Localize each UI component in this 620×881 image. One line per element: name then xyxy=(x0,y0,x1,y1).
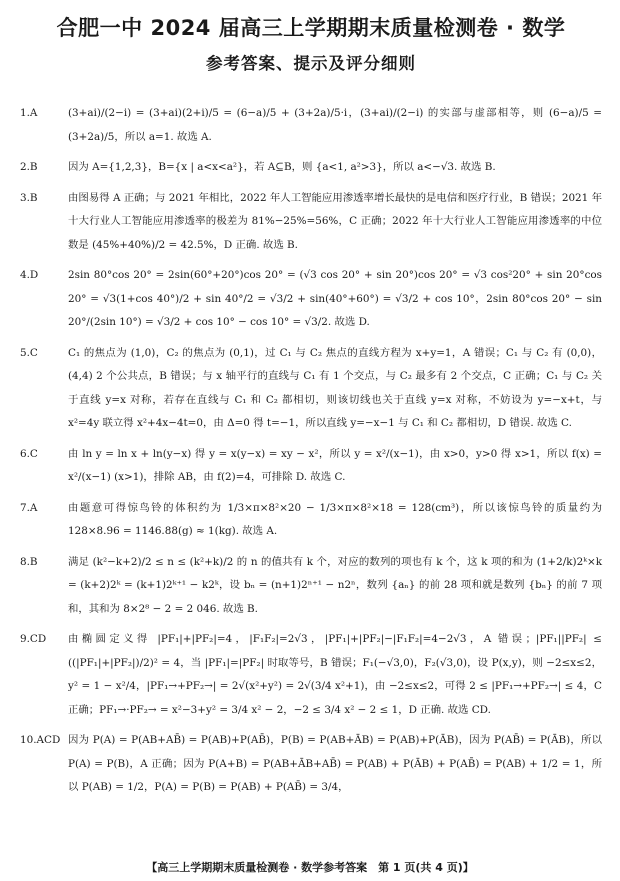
answer-explanation: 因为 P(A) = P(AB+AB̄) = P(AB)+P(AB̄)，P(B) = P(AB+ĀB) = P(AB)+P(ĀB)，因为 P(AB̄) = P(ĀB)，所以 P(A) = P(B)，A 正确；因为 P(A+B) = P(AB+ĀB+AB̄) = P(AB) + P(ĀB) + P(AB̄) = P(AB) + 1/2 = 1，所以 P(AB) = 1/2，P(A) = P(B) = P(AB) + P(AB̄) = 3/4， xyxy=(68,734,602,793)
answer-explanation: 由椭圆定义得 |PF₁|+|PF₂|=4，|F₁F₂|=2√3，|PF₁|+|PF₂|−|F₁F₂|=4−2√3，A 错误；|PF₁||PF₂| ≤ ((|PF₁|+|PF₂|)/2)² = 4，当 |PF₁|=|PF₂| 时取等号，B 错误；F₁(−√3,0)，F₂(√3,0)，设 P(x,y)，则 −2≤x≤2，y² = 1 − x²/4，|PF₁→+PF₂→| = 2√(x²+y²) = 2√(3/4 x²+1)，由 −2≤x≤2，可得 2 ≤ |PF₁→+PF₂→| ≤ 4，C 正确；PF₁→·PF₂→ = x²−3+y² = 3/4 x² − 2，−2 ≤ 3/4 x² − 2 ≤ 1，D 正确. 故选 CD. xyxy=(68,633,602,716)
page-footer: 【高三上学期期末质量检测卷 · 数学参考答案 第 1 页(共 4 页)】 xyxy=(146,861,474,874)
answer-item-10 xyxy=(20,729,602,800)
answer-item-6 xyxy=(20,443,602,490)
answer-explanation: 满足 (k²−k+2)/2 ≤ n ≤ (k²+k)/2 的 n 的值共有 k 个，对应的数列的项也有 k 个，这 k 项的和为 (1+2/k)2ᵏ×k = (k+2)2ᵏ = (k+1)2ᵏ⁺¹ − k2ᵏ，设 bₙ = (n+1)2ⁿ⁺¹ − n2ⁿ，数列 {aₙ} 的前 28 项和就是数列 {bₙ} 的前 7 项和，其和为 8×2⁸ − 2 = 2 046. 故选 B. xyxy=(68,555,602,615)
answer-item-3 xyxy=(20,187,602,258)
question-number: 9.CD xyxy=(20,633,47,645)
answer-explanation: (3+ai)/(2−i) = (3+ai)(2+i)/5 = (6−a)/5 + (3+2a)/5·i，(3+ai)/(2−i) 的实部与虚部相等，则 (6−a)/5 = (3+2a)/5，所以 a=1. 故选 A. xyxy=(68,107,602,143)
page-title: 合肥一中 2024 届高三上学期期末质量检测卷 · 数学 xyxy=(56,16,566,40)
answer-item-2 xyxy=(20,156,602,180)
answer-item-9 xyxy=(20,628,602,722)
answer-explanation: 2sin 80°cos 20° = 2sin(60°+20°)cos 20° = (√3 cos 20° + sin 20°)cos 20° = √3 cos²20° + sin 20°cos 20° = √3(1+cos 40°)/2 + sin 40°/2 = √3/2 + sin(40°+60°) = √3/2 + cos 10°，2sin 80°cos 20° − sin 20°/(2sin 10°) = √3/2 + cos 10° − cos 10° = √3/2. 故选 D. xyxy=(68,269,602,328)
question-number: 7.A xyxy=(20,501,38,514)
answer-item-5 xyxy=(20,342,602,436)
answer-item-4 xyxy=(20,264,602,335)
question-number: 10.ACD xyxy=(20,734,61,746)
answer-explanation: 因为 A={1,2,3}，B={x | a<x<a²}，若 A⊆B，则 {a<1, a²>3}，所以 a<−√3. 故选 B. xyxy=(68,161,496,173)
answer-explanation: C₁ 的焦点为 (1,0)，C₂ 的焦点为 (0,1)，过 C₁ 与 C₂ 焦点的直线方程为 x+y=1，A 错误；C₁ 与 C₂ 有 (0,0)，(4,4) 2 个公共点，B 错误；与 x 轴平行的直线与 C₁ 有 1 个交点，与 C₂ 最多有 2 个交点，C 正确；C₁ 与 C₂ 关于直线 y=x 对称，若存在直线与 C₁ 和 C₂ 都相切，则该切线也关于直线 y=x 对称，不妨设为 y=−x+t，与 x²=4y 联立得 x²+4x−4t=0，由 Δ=0 得 t=−1，所以直线 y=−x−1 与 C₁ 和 C₂ 都相切，D 错误. 故选 C. xyxy=(68,346,602,429)
answer-explanation: 由题意可得惊鸟铃的体积约为 1/3×π×8²×20 − 1/3×π×8²×18 = 128(cm³)，所以该惊鸟铃的质量约为 128×8.96 = 1146.88(g) ≈ 1(kg). 故选 A. xyxy=(68,501,602,537)
answer-item-7 xyxy=(20,497,602,544)
question-number: 6.C xyxy=(20,447,38,460)
answer-explanation: 由图易得 A 正确；与 2021 年相比，2022 年人工智能应用渗透率增长最快的是电信和医疗行业，B 错误；2021 年十大行业人工智能应用渗透率的极差为 81%−25%=56%，C 正确；2022 年十大行业人工智能应用渗透率的中位数是 (45%+40%)/2 = 42.5%，D 正确. 故选 B. xyxy=(68,191,602,251)
question-number: 4.D xyxy=(20,269,39,281)
question-number: 1.A xyxy=(20,107,38,119)
answer-item-8 xyxy=(20,551,602,622)
question-number: 2.B xyxy=(20,161,38,173)
answer-item-1 xyxy=(20,102,602,149)
question-number: 3.B xyxy=(20,191,38,204)
answer-list xyxy=(20,102,602,800)
question-number: 5.C xyxy=(20,346,38,359)
question-number: 8.B xyxy=(20,555,38,568)
answer-explanation: 由 ln y = ln x + ln(y−x) 得 y = x(y−x) = xy − x²，所以 y = x²/(x−1)，由 x>0，y>0 得 x>1，所以 f(x) = x²/(x−1) (x>1)，排除 AB，由 f(2)=4，可排除 D. 故选 C. xyxy=(68,447,602,483)
page-subtitle: 参考答案、提示及评分细则 xyxy=(206,54,416,73)
